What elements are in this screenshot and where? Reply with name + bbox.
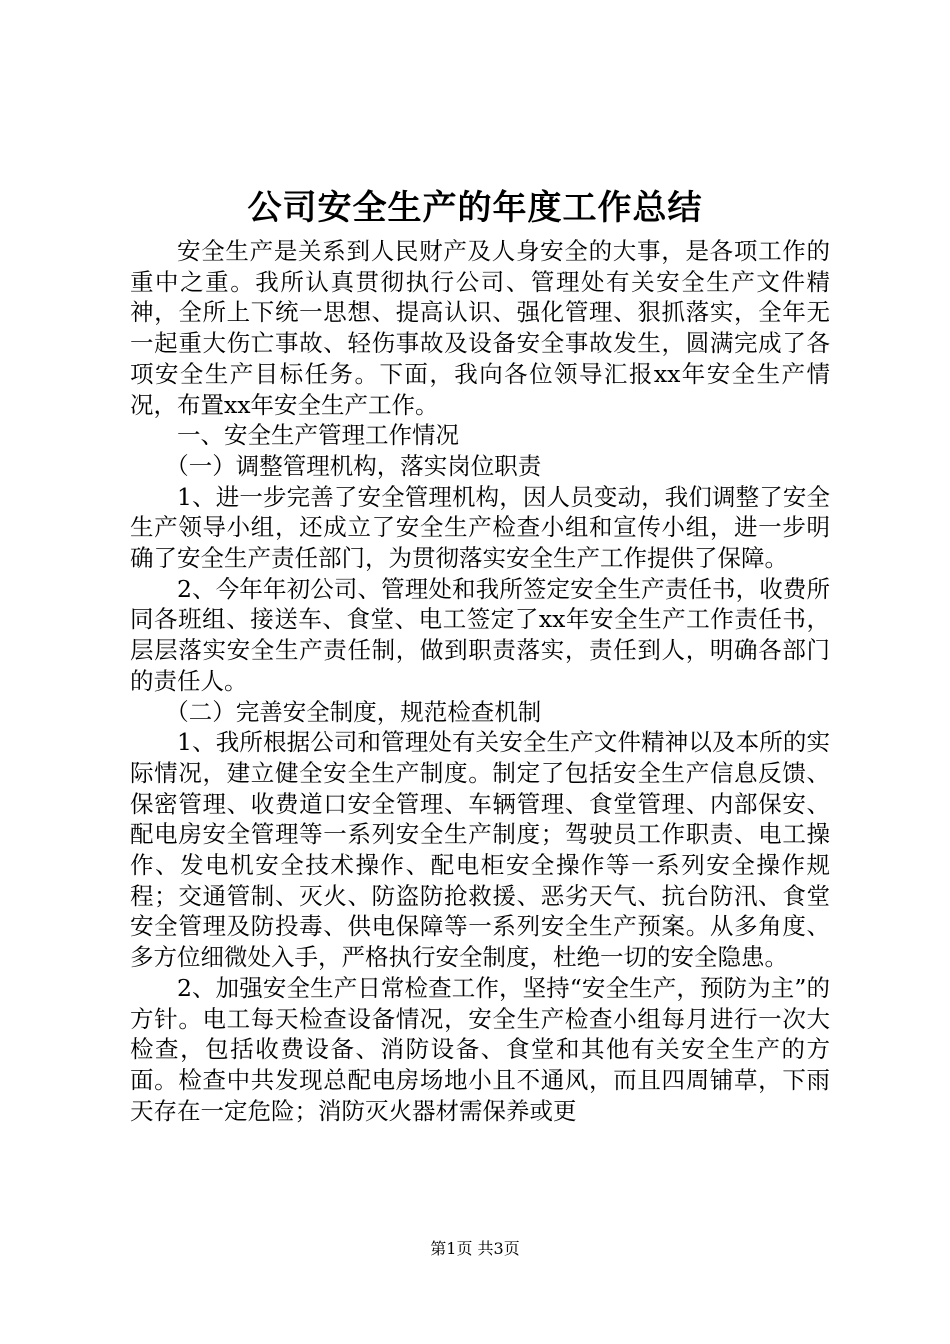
subsection-heading-1: （一）调整管理机构，落实岗位职责 bbox=[165, 451, 542, 480]
intro-paragraph: 安全生产是关系到人民财产及人身安全的大事，是各项工作的重中之重。我所认真贯彻执行公司、管理处有关安全生产文件精神，全所上下统一思想、提高认识、强化管理、狠抓落实，全年无一起重大伤亡事故、轻伤事故及设备安全事故发生，圆满完成了各项安全生产目标任务。下面，我向各位领导汇报xx年安全生产情况，布置xx年安全生产工作。 bbox=[130, 237, 830, 419]
body-paragraph: 2、加强安全生产日常检查工作，坚持“安全生产，预防为主”的方针。电工每天检查设备情况，安全生产检查小组每月进行一次大检查，包括收费设备、消防设备、食堂和其他有关安全生产的方面。检查中共发现总配电房场地小且不通风，而且四周铺草，下雨天存在一定危险；消防灭火器材需保养或更 bbox=[130, 973, 830, 1125]
document-title: 公司安全生产的年度工作总结 bbox=[247, 188, 703, 228]
body-paragraph: 1、我所根据公司和管理处有关安全生产文件精神以及本所的实际情况，建立健全安全生产制度。制定了包括安全生产信息反馈、保密管理、收费道口安全管理、车辆管理、食堂管理、内部保安、配电房安全管理等一系列安全生产制度；驾驶员工作职责、电工操作、发电机安全技术操作、配电柜安全操作等一系列安全操作规程；交通管制、灭火、防盗防抢救援、恶劣天气、抗台防汛、食堂安全管理及防投毒、供电保障等一系列安全生产预案。从多角度、多方位细微处入手，严格执行安全制度，杜绝一切的安全隐患。 bbox=[130, 728, 830, 972]
page-number-footer: 第1页 共3页 bbox=[430, 1239, 520, 1258]
section-heading-1: 一、安全生产管理工作情况 bbox=[177, 421, 459, 450]
subsection-heading-2: （二）完善安全制度，规范检查机制 bbox=[165, 697, 542, 726]
body-paragraph: 2、今年年初公司、管理处和我所签定安全生产责任书，收费所同各班组、接送车、食堂、电工签定了xx年安全生产工作责任书，层层落实安全生产责任制，做到职责落实，责任到人，明确各部门的责任人。 bbox=[130, 574, 830, 695]
document-body bbox=[130, 236, 830, 1126]
body-paragraph: 1、进一步完善了安全管理机构，因人员变动，我们调整了安全生产领导小组，还成立了安全生产检查小组和宣传小组，进一步明确了安全生产责任部门，为贯彻落实安全生产工作提供了保障。 bbox=[130, 482, 830, 573]
